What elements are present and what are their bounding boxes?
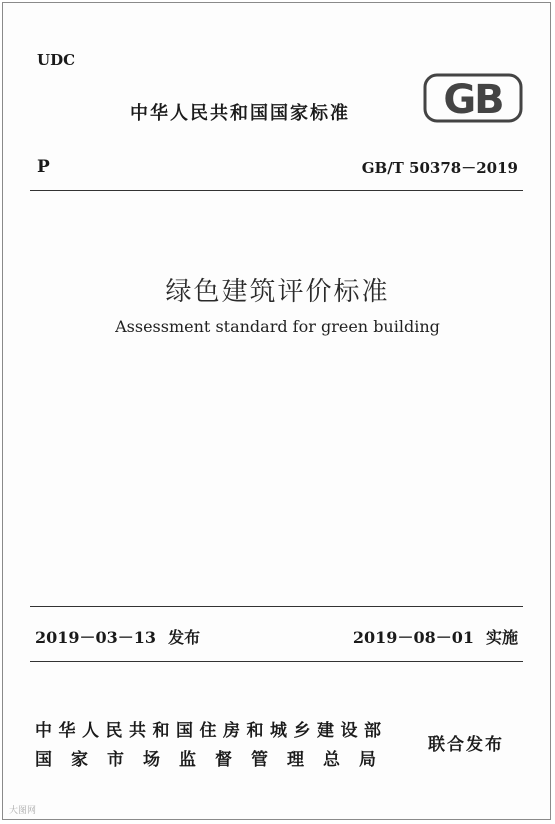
effective-label: 实施: [485, 628, 518, 647]
issuer-line-1: 中华人民共和国住房和城乡建设部: [35, 721, 388, 741]
dates-bottom-divider: [30, 661, 523, 662]
cover-page: [2, 2, 551, 820]
effective-date-block: [353, 625, 518, 648]
dates-top-divider: [30, 606, 523, 607]
issuer-line-2: 国家市场监督管理总局: [35, 750, 395, 770]
effective-date: 2019－08－01: [352, 628, 474, 647]
title-english: Assessment standard for green building: [115, 317, 440, 336]
udc-label: UDC: [37, 51, 76, 69]
issue-date-block: [35, 625, 200, 648]
issue-label: 发布: [168, 628, 201, 647]
header-divider: [30, 190, 523, 191]
title-chinese: 绿色建筑评价标准: [165, 277, 390, 307]
standard-type-heading: 中华人民共和国国家标准: [130, 103, 350, 124]
issue-date: 2019－03－13: [35, 628, 157, 647]
classification-letter: P: [37, 157, 50, 177]
gb-logo-icon: [423, 73, 523, 123]
standard-code: GB/T 50378－2019: [361, 159, 518, 177]
joint-issue-label: 联合发布: [428, 735, 504, 755]
gb-logo-text: GB: [443, 77, 503, 123]
watermark: 大图网: [9, 806, 37, 816]
